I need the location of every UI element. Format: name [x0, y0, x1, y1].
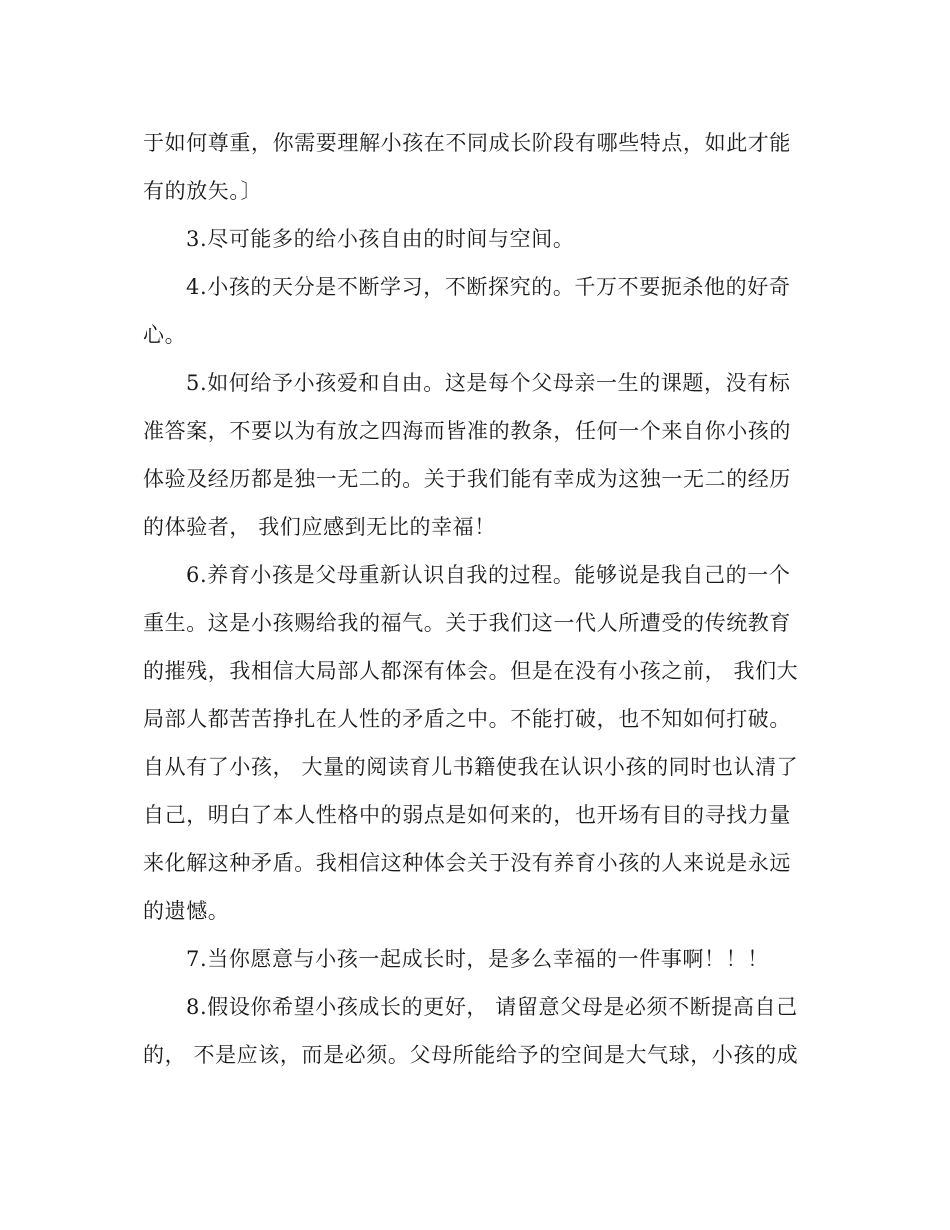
text-line-3: 3.尽可能多的给小孩自由的时间与空间。 — [186, 227, 575, 251]
text-line-11: 重生。这是小孩赐给我的福气。关于我们这一代人所遭受的传统教育 — [143, 611, 791, 635]
text-line-2: 有的放矢。〕 — [143, 179, 263, 203]
text-line-14: 自从有了小孩， 大量的阅读育儿书籍使我在认识小孩的同时也认清了 — [143, 755, 799, 779]
text-line-5: 心。 — [143, 323, 187, 347]
text-line-18: 7.当你愿意与小孩一起成长时，是多么幸福的一件事啊！！！ — [186, 947, 769, 971]
text-line-17: 的遗憾。 — [143, 899, 230, 923]
text-line-1: 于如何尊重，你需要理解小孩在不同成长阶段有哪些特点，如此才能 — [143, 131, 791, 155]
text-line-20: 的， 不是应该，而是必须。父母所能给予的空间是大气球，小孩的成 — [143, 1043, 799, 1067]
text-line-12: 的摧残，我相信大局部人都深有体会。但是在没有小孩之前， 我们大 — [143, 659, 799, 683]
text-line-16: 来化解这种矛盾。我相信这种体会关于没有养育小孩的人来说是永远 — [143, 851, 791, 875]
text-line-4: 4.小孩的天分是不断学习，不断探究的。千万不要扼杀他的好奇 — [186, 275, 791, 299]
text-line-15: 自己，明白了本人性格中的弱点是如何来的，也开场有目的寻找力量 — [143, 803, 791, 827]
text-line-7: 准答案，不要以为有放之四海而皆准的教条，任何一个来自你小孩的 — [143, 419, 791, 443]
document-body — [143, 119, 808, 1079]
text-line-9: 的体验者， 我们应感到无比的幸福！ — [143, 515, 496, 539]
text-line-6: 5.如何给予小孩爱和自由。这是每个父母亲一生的课题，没有标 — [186, 371, 791, 395]
text-line-13: 局部人都苦苦挣扎在人性的矛盾之中。不能打破，也不知如何打破。 — [143, 707, 791, 731]
text-line-8: 体验及经历都是独一无二的。关于我们能有幸成为这独一无二的经历 — [143, 467, 791, 491]
text-line-19: 8.假设你希望小孩成长的更好， 请留意父母是必须不断提高自己 — [186, 995, 798, 1019]
text-line-10: 6.养育小孩是父母重新认识自我的过程。能够说是我自己的一个 — [186, 563, 791, 587]
